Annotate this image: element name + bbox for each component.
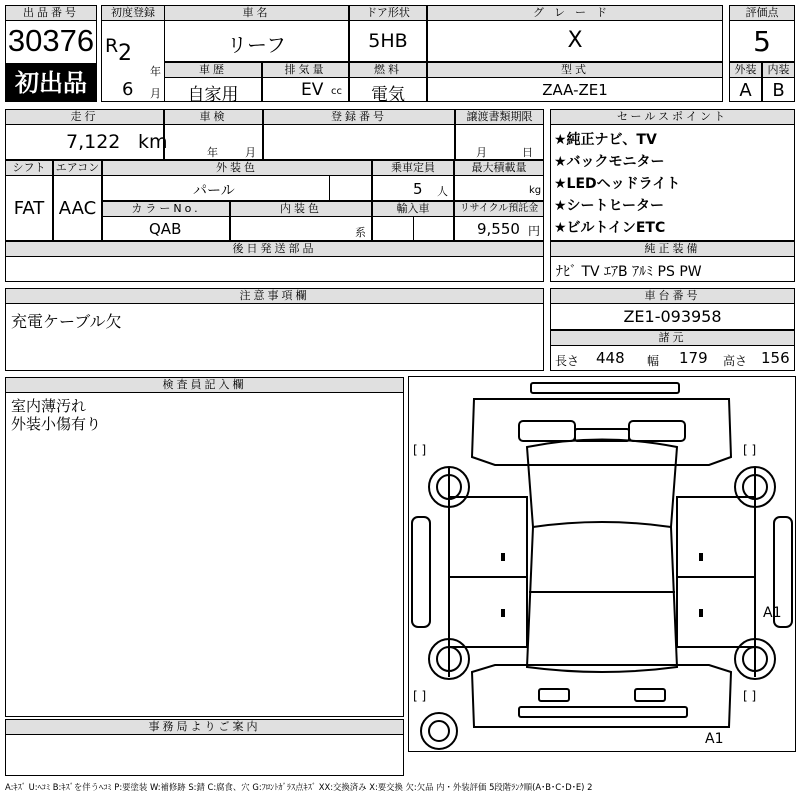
later-parts-label: 後日発送部品 — [5, 241, 544, 257]
inspector-line: 外装小傷有り — [11, 415, 102, 433]
color-label: 外装色 — [102, 160, 372, 176]
width: 179 — [679, 349, 708, 367]
width-label: 幅 — [647, 354, 660, 368]
capacity-unit: 人 — [437, 185, 448, 198]
load-label: 最大積載量 — [454, 160, 544, 176]
interior-grade: B — [772, 80, 785, 101]
sales-point: ★LEDヘッドライト — [554, 176, 681, 192]
sales-point: ★純正ナビ、TV — [554, 132, 657, 148]
lot-no-label: 出品番号 — [5, 5, 97, 21]
recycle-box — [454, 216, 544, 241]
recycle-amount: 9,550 — [477, 220, 520, 238]
color-no-box — [102, 216, 230, 241]
equipment-text: ﾅﾋﾞ TV ｴｱB ｱﾙﾐ PS PW — [556, 264, 702, 280]
car-name: リーフ — [227, 33, 286, 57]
door-label: ドア形状 — [349, 5, 427, 21]
import-label: 輸入車 — [372, 201, 454, 217]
load-unit: kg — [529, 185, 542, 196]
bracket-right-bottom: [ ] — [743, 689, 757, 703]
length-label: 長さ — [555, 354, 580, 368]
dims-label: 諸元 — [550, 330, 795, 346]
shift-label: シフト — [5, 160, 53, 176]
inspector-label: 検査員記入欄 — [5, 377, 404, 393]
bracket-left-top: [ ] — [413, 443, 427, 457]
length: 448 — [596, 349, 625, 367]
reg-no-box — [263, 124, 455, 160]
damage-mark-a1: A1 — [763, 605, 782, 621]
load-box — [454, 175, 544, 201]
car-diagram — [408, 376, 796, 752]
exterior-grade: A — [739, 80, 752, 101]
recycle-label: リサイクル預託金 — [454, 201, 544, 217]
dims-box — [550, 345, 795, 371]
notes-box — [5, 303, 544, 371]
year-unit: 年 — [150, 65, 161, 78]
office-label: 事務局よりご案内 — [5, 719, 404, 735]
car-name-label: 車名 — [164, 5, 349, 21]
chassis-number: ZE1-093958 — [623, 307, 722, 326]
import-divider — [413, 217, 414, 240]
notes-label: 注意事項欄 — [5, 288, 544, 304]
ac: AAC — [58, 198, 97, 219]
interior-label: 内装 — [762, 62, 795, 78]
grade-box — [427, 20, 723, 62]
exterior-label: 外装 — [729, 62, 762, 78]
model-label: 型式 — [427, 62, 723, 78]
int-color-label: 内装色 — [230, 201, 372, 217]
car-name-box — [164, 20, 349, 62]
grade: X — [567, 28, 583, 53]
shift-box — [5, 175, 53, 241]
exterior-grade-box — [729, 77, 762, 102]
sales-label: セールスポイント — [550, 109, 795, 125]
capacity: 5 — [413, 180, 423, 198]
later-parts-box — [5, 256, 544, 282]
history-label: 車歴 — [164, 62, 262, 78]
reg-month: 6 — [122, 79, 134, 100]
transfer-month-unit: 月 — [476, 146, 487, 159]
transfer-label: 譲渡書類期限 — [455, 109, 544, 125]
capacity-box — [372, 175, 454, 201]
model-box — [427, 77, 723, 102]
model: ZAA-ZE1 — [542, 81, 608, 99]
import-box — [372, 216, 454, 241]
era-year: 2 — [118, 41, 132, 66]
reg-no-label: 登録番号 — [263, 109, 455, 125]
office-box — [5, 734, 404, 776]
displacement-unit: cc — [331, 86, 342, 97]
color-box — [102, 175, 372, 201]
transfer-day-unit: 日 — [522, 146, 533, 159]
fuel: 電気 — [371, 85, 405, 105]
sales-point: ★ビルトインETC — [554, 220, 666, 236]
first-reg-box — [101, 20, 165, 102]
history-box — [164, 77, 262, 105]
int-color-box — [230, 216, 372, 241]
fuel-box — [349, 77, 427, 105]
displacement: EV — [301, 80, 324, 100]
color-no: QAB — [149, 220, 182, 238]
damage-mark-a1: A1 — [705, 731, 724, 747]
door-type: 5HB — [368, 30, 408, 52]
mileage-box — [5, 124, 168, 160]
insp-month-unit: 月 — [245, 146, 256, 159]
chassis-box — [550, 303, 795, 330]
height-label: 高さ — [723, 354, 748, 368]
lot-no-box — [5, 20, 97, 64]
mileage-unit: km — [138, 131, 168, 153]
car-outline-svg — [409, 377, 795, 751]
bracket-right-top: [ ] — [743, 443, 757, 457]
fuel-label: 燃料 — [349, 62, 427, 78]
first-listing-badge: 初出品 — [5, 64, 97, 102]
displacement-label: 排気量 — [262, 62, 349, 78]
displacement-box — [262, 77, 349, 102]
sales-point: ★シートヒーター — [554, 198, 664, 214]
color-divider — [329, 176, 330, 200]
ac-box — [53, 175, 102, 241]
notes-text: 充電ケーブル欠 — [11, 312, 122, 331]
mileage-label: 走行 — [5, 109, 164, 125]
ac-label: エアコン — [53, 160, 102, 176]
month-unit: 月 — [150, 87, 161, 100]
recycle-unit: 円 — [528, 224, 541, 238]
legend-text: A:ｷｽﾞ U:ﾍｺﾐ B:ｷｽﾞを伴うﾍｺﾐ P:要塗装 W:補修跡 S:錆 C:腐食、穴 G:ﾌﾛﾝﾄｶﾞﾗｽ点ｷｽﾞ XX:交換済み X:要交換 欠:欠品 内・外装評価 5段階ﾗﾝｸ順(A･B･C･D･E) 2 — [5, 782, 593, 792]
int-color-unit: 系 — [355, 226, 366, 239]
grade-label: グレード — [427, 5, 723, 21]
color-no-label: カラーNo. — [102, 201, 230, 217]
color: パール — [193, 183, 235, 199]
first-reg-label: 初度登録 — [101, 5, 165, 21]
equipment-label: 純正装備 — [550, 241, 795, 257]
mileage: 7,122 — [66, 131, 121, 153]
score: 5 — [753, 25, 771, 58]
shift: FAT — [13, 198, 45, 219]
interior-grade-box — [762, 77, 795, 102]
height: 156 — [761, 349, 790, 367]
door-box — [349, 20, 427, 62]
score-box — [729, 20, 795, 62]
equipment-box — [550, 256, 795, 282]
transfer-box — [455, 124, 544, 160]
bracket-left-bottom: [ ] — [413, 689, 427, 703]
sales-point: ★バックモニター — [554, 154, 665, 170]
inspection-label: 車検 — [164, 109, 263, 125]
era-letter: R — [105, 35, 119, 57]
lot-number: 30376 — [7, 23, 95, 58]
inspector-box — [5, 392, 404, 717]
score-label: 評価点 — [729, 5, 795, 21]
insp-year-unit: 年 — [207, 146, 218, 159]
chassis-label: 車台番号 — [550, 288, 795, 304]
inspection-box — [164, 124, 263, 160]
inspector-line: 室内薄汚れ — [11, 397, 87, 415]
capacity-label: 乗車定員 — [372, 160, 454, 176]
history: 自家用 — [187, 85, 239, 105]
sales-box — [550, 124, 795, 241]
